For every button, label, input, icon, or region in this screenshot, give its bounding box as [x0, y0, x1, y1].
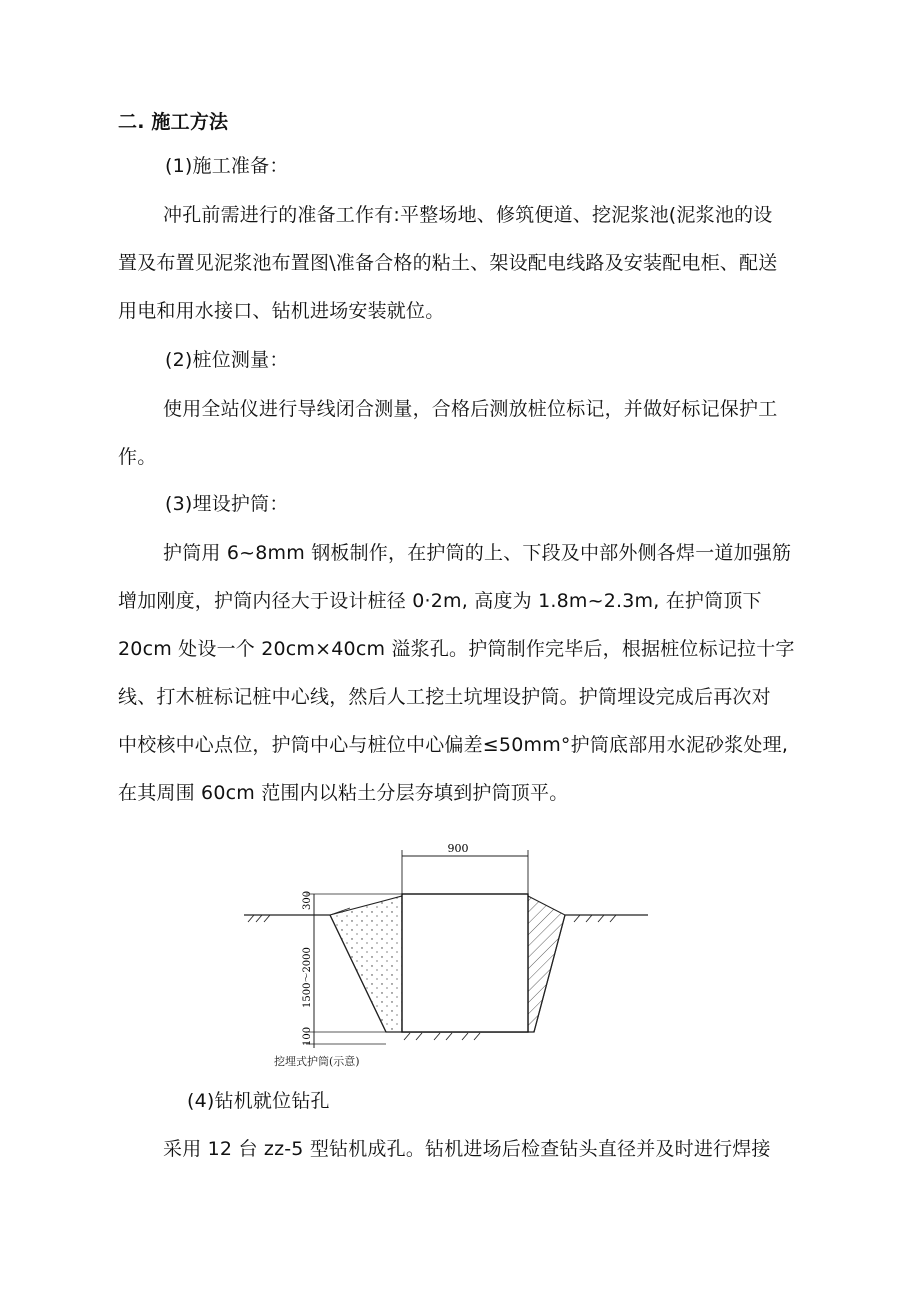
section-heading: 二. 施工方法 — [118, 111, 229, 133]
diagram-caption: 挖埋式护筒(示意) — [274, 1055, 360, 1068]
sub3-line-5: 中校核中心点位，护筒中心与桩位中心偏差≤50mm°护筒底部用水泥砂浆处理, — [118, 734, 789, 756]
dim-300-label: 300 — [302, 890, 313, 910]
sub1-line-3: 用电和用水接口、钻机进场安装就位。 — [118, 300, 445, 322]
sub3-heading: (3)埋设护筒： — [165, 493, 289, 515]
sub4-line-1: 采用 12 台 zz-5 型钻机成孔。钻机进场后检查钻头直径并及时进行焊接 — [163, 1138, 771, 1160]
dim-900-label: 900 — [447, 842, 469, 855]
backfill-left — [330, 896, 402, 1032]
sub3-line-3: 20cm 处设一个 20cm×40cm 溢浆孔。护筒制作完毕后，根据桩位标记拉十字 — [118, 638, 795, 660]
casing-diagram — [240, 838, 660, 1078]
sub1-line-1: 冲孔前需进行的准备工作有:平整场地、修筑便道、挖泥浆池(泥浆池的设 — [163, 204, 773, 226]
sub1-line-2: 置及布置见泥浆池布置图\准备合格的粘土、架设配电线路及安装配电柜、配送 — [118, 252, 778, 274]
sub2-line-2: 作。 — [118, 446, 157, 468]
sub2-line-1: 使用全站仪进行导线闭合测量，合格后测放桩位标记，并做好标记保护工 — [163, 398, 778, 420]
sub2-heading: (2)桩位测量： — [165, 349, 289, 371]
dim-100-label: 100 — [302, 1026, 313, 1046]
casing-diagram-svg — [240, 838, 660, 1078]
casing — [402, 894, 528, 1032]
sub4-heading: (4)钻机就位钻孔 — [187, 1090, 330, 1112]
sub3-line-6: 在其周围 60cm 范围内以粘土分层夯填到护筒顶平。 — [118, 782, 569, 804]
sub3-line-2: 增加刚度，护筒内径大于设计桩径 0·2m, 高度为 1.8m~2.3m, 在护筒顶下 — [118, 590, 762, 612]
backfill-right — [528, 896, 565, 1032]
dim-depth-label: 1500～2000 — [302, 947, 313, 1008]
sub1-heading: (1)施工准备： — [165, 155, 289, 177]
sub3-line-1: 护筒用 6~8mm 钢板制作，在护筒的上、下段及中部外侧各焊一道加强筋 — [163, 542, 792, 564]
sub3-line-4: 线、打木桩标记桩中心线，然后人工挖土坑埋设护筒。护筒埋设完成后再次对 — [118, 686, 771, 708]
